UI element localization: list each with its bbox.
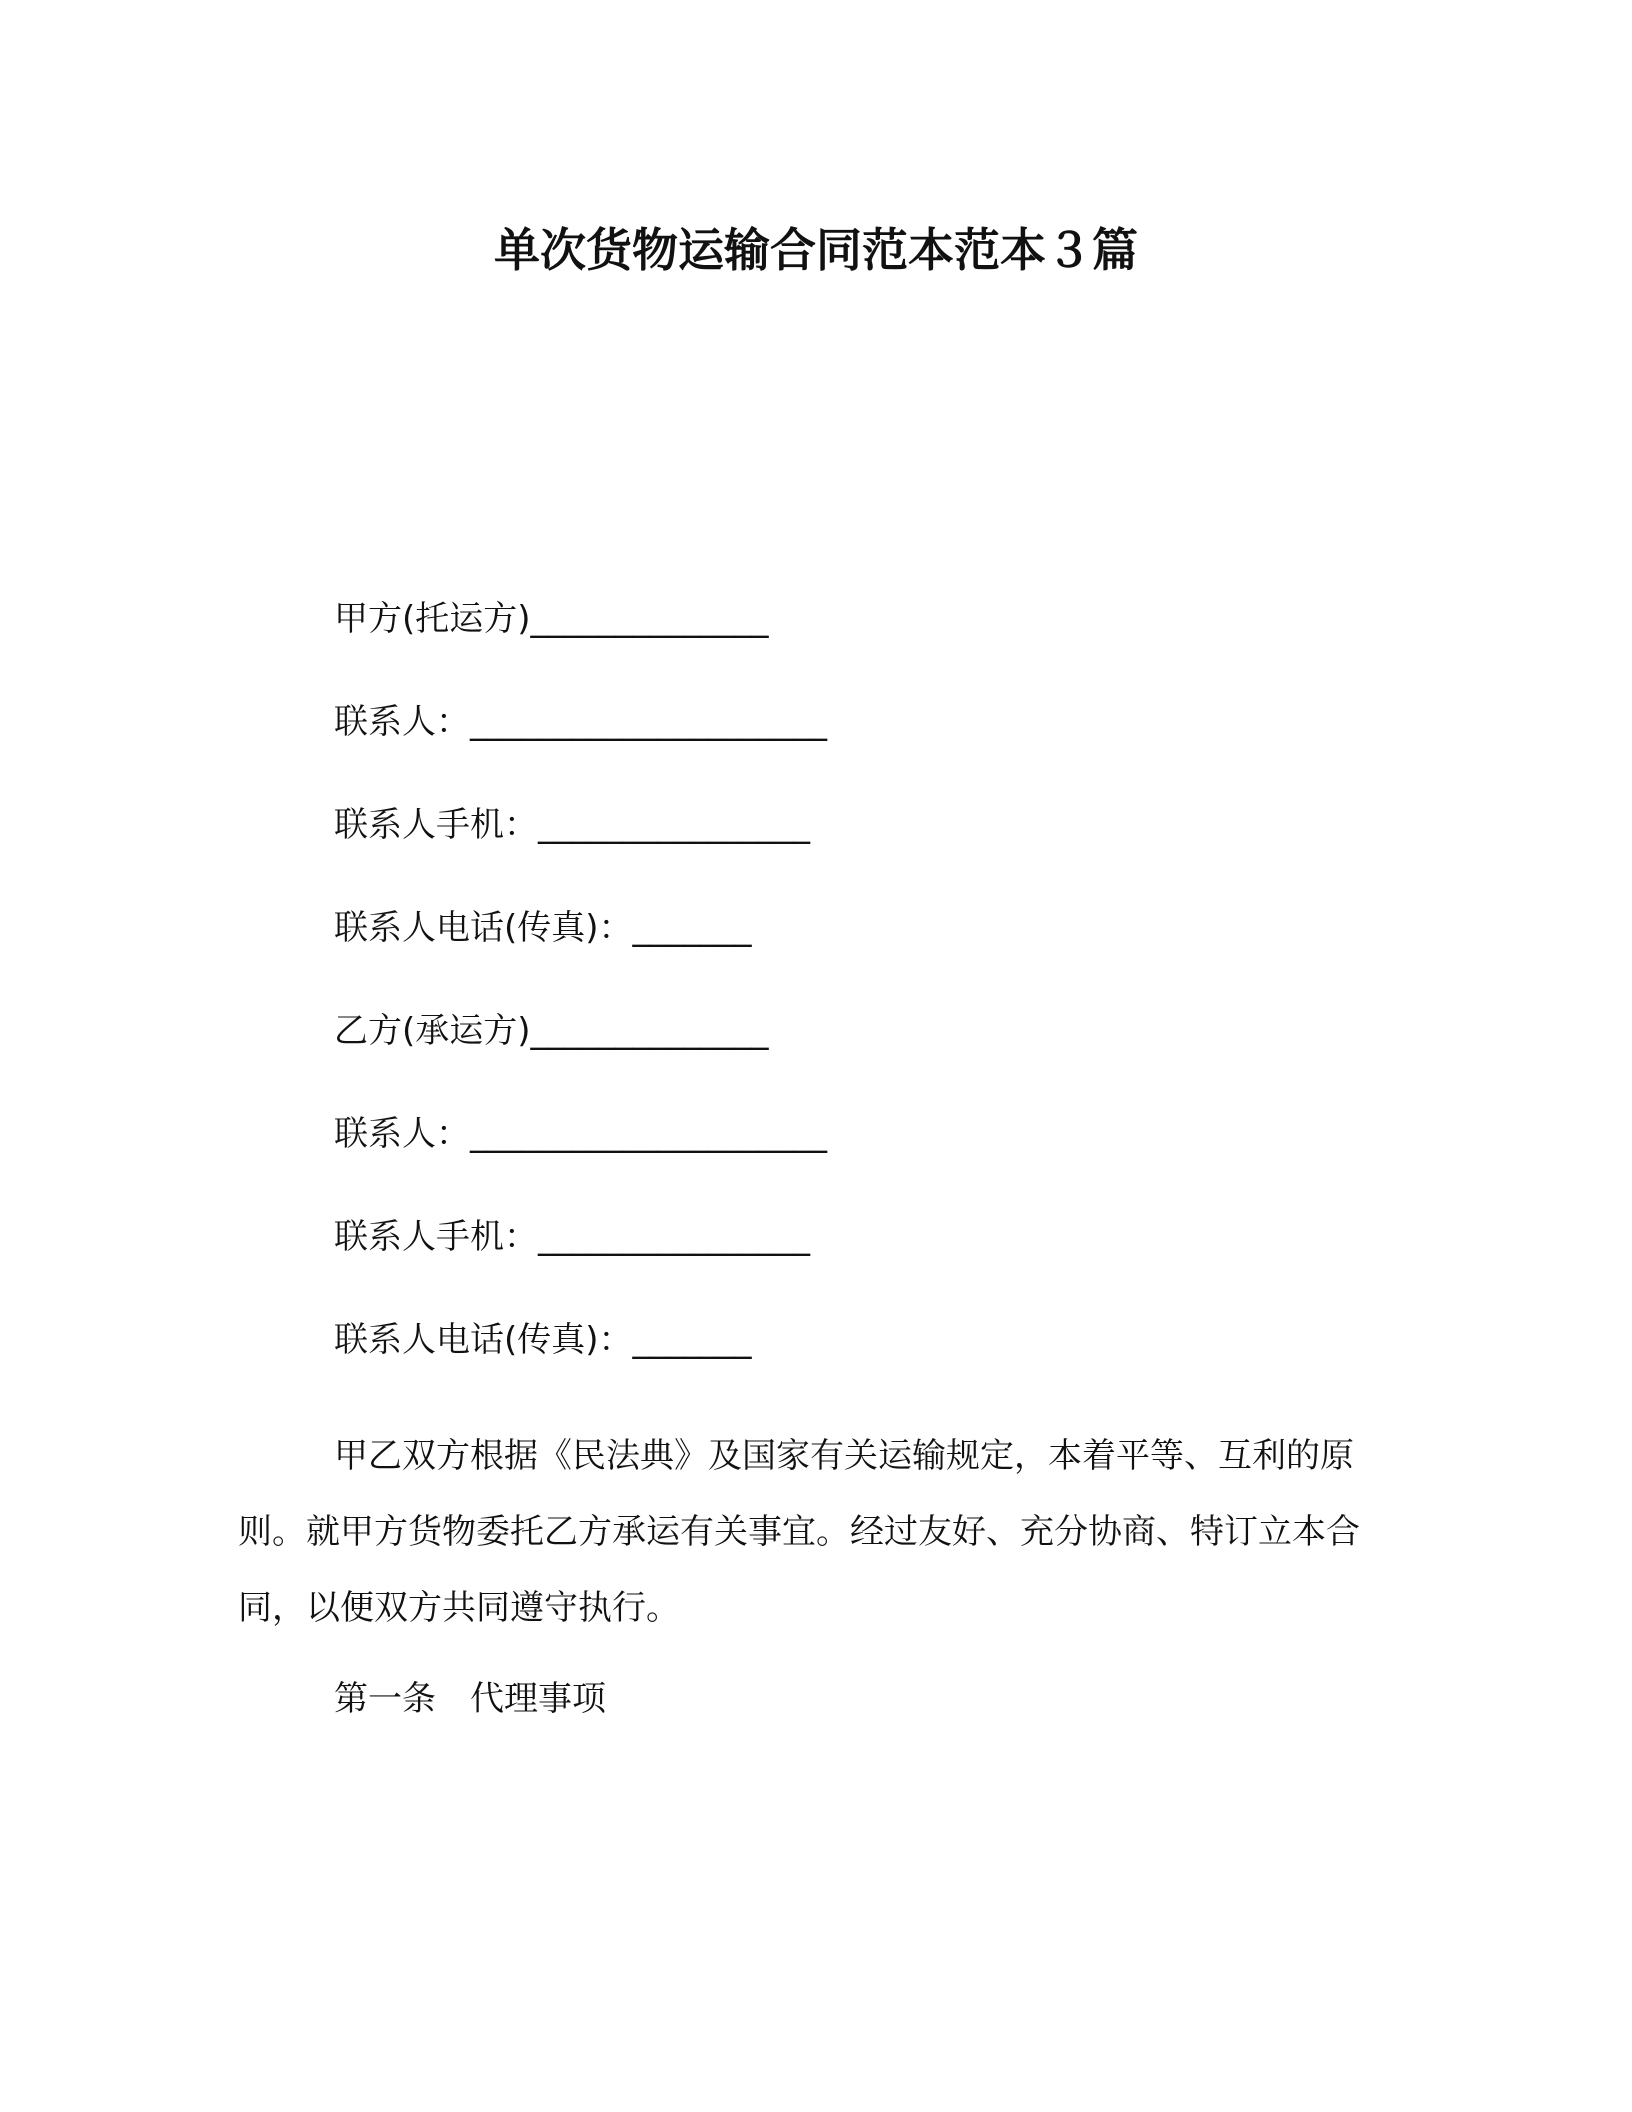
- preamble-paragraph: 甲乙双方根据《民法典》及国家有关运输规定，本着平等、互利的原则。就甲方货物委托乙方承运有关事宜。经过友好、充分协商、特订立本合同，以便双方共同遵守执行。: [238, 1436, 1360, 1628]
- party-a-contact-field: 联系人：_____________________: [334, 702, 827, 742]
- party-b-field: 乙方(承运方)______________: [334, 1011, 769, 1051]
- party-b-contact-field: 联系人：_____________________: [334, 1114, 827, 1154]
- party-a-field: 甲方(托运方)______________: [334, 599, 769, 639]
- party-a-phone-fax-field: 联系人电话(传真)：_______: [334, 908, 752, 948]
- party-b-phone-fax-field: 联系人电话(传真)：_______: [334, 1320, 752, 1360]
- party-a-mobile-field: 联系人手机：________________: [334, 805, 810, 845]
- party-b-mobile-field: 联系人手机：________________: [334, 1217, 810, 1257]
- article-one-heading: 第一条 代理事项: [334, 1679, 606, 1719]
- document-title: 单次货物运输合同范本范本３篇: [494, 223, 1138, 277]
